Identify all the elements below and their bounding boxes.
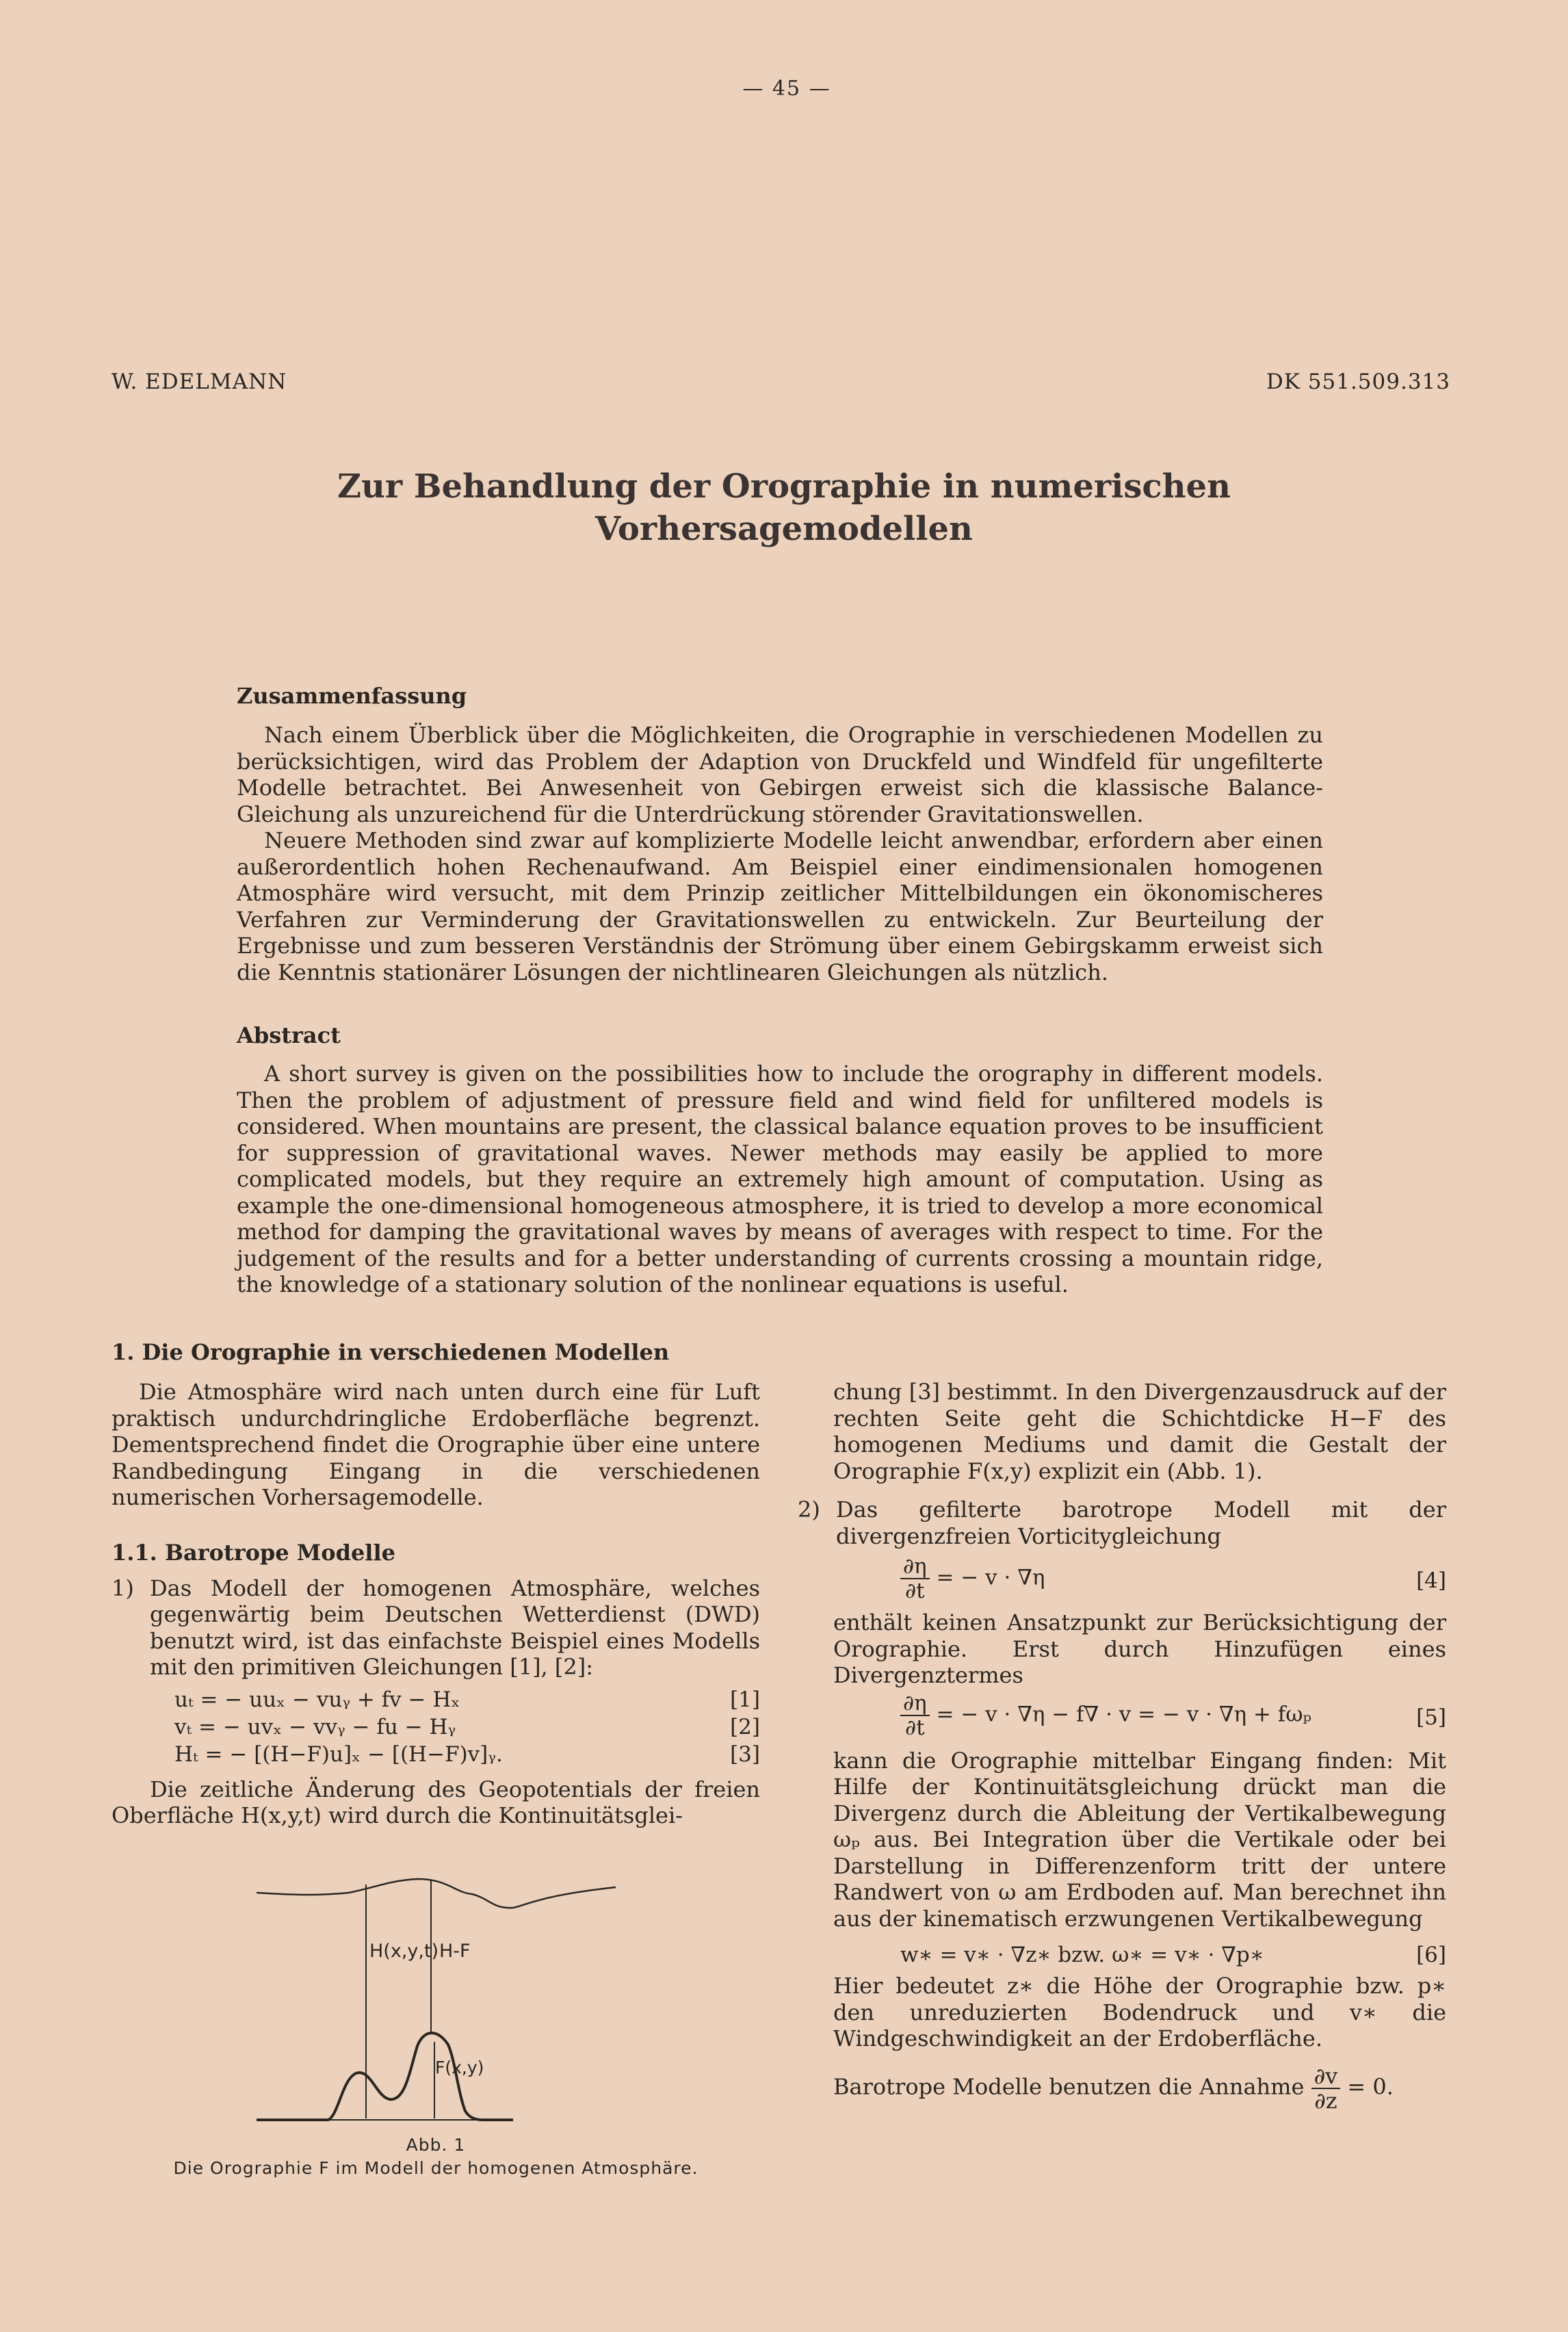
left-column <box>112 1379 760 1829</box>
free-surface-curve <box>257 1879 616 1908</box>
author: W. EDELMANN <box>112 370 287 394</box>
page-number: — 45 — <box>742 77 831 101</box>
after-equation-4: enthält keinen Ansatzpunkt zur Berücksichtigung der Orographie. Erst durch Hinzufügen eines Divergenztermes <box>833 1609 1446 1688</box>
equation-4-numerator: ∂η <box>900 1555 930 1579</box>
last-line-numerator: ∂v <box>1311 2064 1341 2089</box>
last-line-denominator: ∂z <box>1314 2087 1337 2114</box>
section-1-heading: 1. Die Orographie in verschiedenen Modellen <box>112 1339 670 1365</box>
equation-6-ref: [6] <box>1416 1943 1446 1967</box>
title-line-2: Vorhersagemodellen <box>595 510 973 548</box>
list-item-2 <box>798 1497 1446 1549</box>
figure-label-HF: H-F <box>439 1941 471 1962</box>
equation-3-ref: [3] <box>730 1741 760 1767</box>
figure-label-F: F(x,y) <box>435 2058 484 2077</box>
list-item-1-text: Das Modell der homogenen Atmosphäre, welches gegenwärtig beim Deutschen Wetterdienst (DWD) benutzt wird, ist das einfachste Beispiel eines Modells mit den primitiven Gleichungen [1], [2]: <box>150 1575 760 1680</box>
zusammenfassung-p2: Neuere Methoden sind zwar auf komplizierte Modelle leicht anwendbar, erfordern aber einen außerordentlich hohen Rechenaufwand. Am Beispiel einer eindimensionalen homogenen Atmosphäre wird versucht, mit dem Prinzip zeitlicher Mittelbildungen ein ökonomischeres Verfahren zur Verminderung der Gravitationswellen zu entwickeln. Zur Beurteilung der Ergebnisse und zum besseren Verständnis der Strömung über einem Gebirgskamm erweist sich die Kenntnis stationärer Lösungen der nichtlinearen Gleichungen als nützlich. <box>237 827 1323 985</box>
equation-3 <box>174 1742 760 1770</box>
right-paragraph-1: chung [3] bestimmt. In den Divergenzausdruck auf der rechten Seite geht die Schichtdicke H−F des homogenen Mediums und damit die Gestalt der Orographie F(x,y) explizit ein (Abb. 1). <box>833 1379 1446 1484</box>
right-column <box>798 1379 1446 2112</box>
last-line-text: Barotrope Modelle benutzen die Annahme <box>833 2073 1305 2099</box>
equation-1-text: uₜ = − uuₓ − vuᵧ + fv − Hₓ <box>174 1687 460 1712</box>
list-item-2-number: 2) <box>798 1497 820 1523</box>
last-line-rhs: = 0. <box>1347 2073 1394 2099</box>
figure-caption-line-1: Abb. 1 <box>406 2135 466 2155</box>
equation-5-ref: [5] <box>1416 1705 1446 1730</box>
after-equation-6: Hier bedeutet z∗ die Höhe der Orographie bzw. p∗ den unreduzierten Bodendruck und v∗ die Windgeschwindigkeit an der Erdoberfläche. <box>833 1973 1446 2051</box>
equation-5 <box>798 1692 1446 1742</box>
equation-6 <box>798 1943 1446 1970</box>
list-item-1 <box>112 1575 760 1681</box>
equation-2-ref: [2] <box>730 1714 760 1739</box>
zusammenfassung-heading: Zusammenfassung <box>237 683 467 709</box>
after-equation-5: kann die Orographie mittelbar Eingang finden: Mit Hilfe der Kontinuitätsgleichung drückt man die Divergenz durch die Ableitung der Vertikalbewegung ωₚ aus. Bei Integration über die Vertikale oder bei Darstellung in Differenzenform tritt der untere Randwert von ω am Erdboden auf. Man berechnet ihn aus der kinematisch erzwungenen Vertikalbewegung <box>833 1747 1446 1932</box>
zusammenfassung-p1: Nach einem Überblick über die Möglichkeiten, die Orographie in verschiedenen Modellen zu berücksichtigen, wird das Problem der Adaption von Druckfeld und Windfeld für ungefilterte Modelle betrachtet. Bei Anwesenheit von Gebirgen erweist sich die klassische Balance-Gleichung als unzureichend für die Unterdrückung störender Gravitationswellen. <box>237 722 1323 827</box>
equation-1 <box>174 1687 760 1715</box>
paper-title <box>0 465 1568 550</box>
equation-1-ref: [1] <box>730 1687 760 1712</box>
equation-4 <box>798 1555 1446 1605</box>
equation-4-rhs: = − v · ∇η <box>936 1565 1045 1590</box>
abstract-p1: A short survey is given on the possibilities how to include the orography in different models. Then the problem of adjustment of pressure field and wind field for unfiltered models is considered. When mountains are present, the classical balance equation proves to be insufficient for suppression of gravitational waves. Newer methods may easily be applied to more complicated models, but they require an extremely high amount of computation. Using as example the one-dimensional homogeneous atmosphere, it is tried to develop a more economical method for damping the gravitational waves by means of averages with respect to time. For the judgement of the results and for a better understanding of currents crossing a mountain ridge, the knowledge of a stationary solution of the nonlinear equations is useful. <box>237 1061 1323 1297</box>
equation-2-text: vₜ = − uvₓ − vvᵧ − fu − Hᵧ <box>174 1714 456 1739</box>
abstract-heading: Abstract <box>237 1022 341 1048</box>
equation-2 <box>174 1715 760 1742</box>
orography-figure <box>253 1875 623 2121</box>
equation-5-rhs: = − v · ∇η − f∇ · v = − v · ∇η + fωₚ <box>936 1702 1311 1726</box>
title-line-1: Zur Behandlung der Orographie in numerischen <box>337 467 1231 506</box>
equation-block-1-3 <box>112 1687 760 1770</box>
last-line <box>798 2064 1446 2112</box>
section-1-intro: Die Atmosphäre wird nach unten durch eine für Luft praktisch undurchdringliche Erdoberfläche begrenzt. Dementsprechend findet die Orographie über eine untere Randbedingung Eingang in die verschiedenen numerischen Vorhersagemodelle. <box>112 1379 760 1510</box>
equation-6-text: w∗ = v∗ · ∇z∗ bzw. ω∗ = v∗ · ∇p∗ <box>900 1943 1264 1967</box>
udc-classification: DK 551.509.313 <box>1266 370 1450 394</box>
list-item-2-text: Das gefilterte barotrope Modell mit der divergenzfreien Vorticitygleichung <box>836 1497 1446 1549</box>
figure-caption-line-2: Die Orographie F im Modell der homogenen Atmosphäre. <box>173 2158 698 2178</box>
equation-5-numerator: ∂η <box>900 1692 930 1716</box>
figure-label-H: H(x,y,t) <box>369 1941 439 1962</box>
figure-caption <box>112 2134 760 2180</box>
zusammenfassung-text <box>237 722 1323 985</box>
subsection-1-1-heading: 1.1. Barotrope Modelle <box>112 1539 395 1566</box>
equation-4-ref: [4] <box>1416 1568 1446 1593</box>
equation-4-denominator: ∂t <box>905 1579 925 1603</box>
equation-5-denominator: ∂t <box>905 1715 925 1740</box>
continuity-paragraph: Die zeitliche Änderung des Geopotentials der freien Oberfläche H(x,y,t) wird durch die Kontinuitätsglei- <box>112 1776 760 1828</box>
list-item-1-number: 1) <box>112 1575 134 1601</box>
equation-3-text: Hₜ = − [(H−F)u]ₓ − [(H−F)v]ᵧ. <box>174 1741 503 1767</box>
abstract-text <box>237 1061 1323 1298</box>
